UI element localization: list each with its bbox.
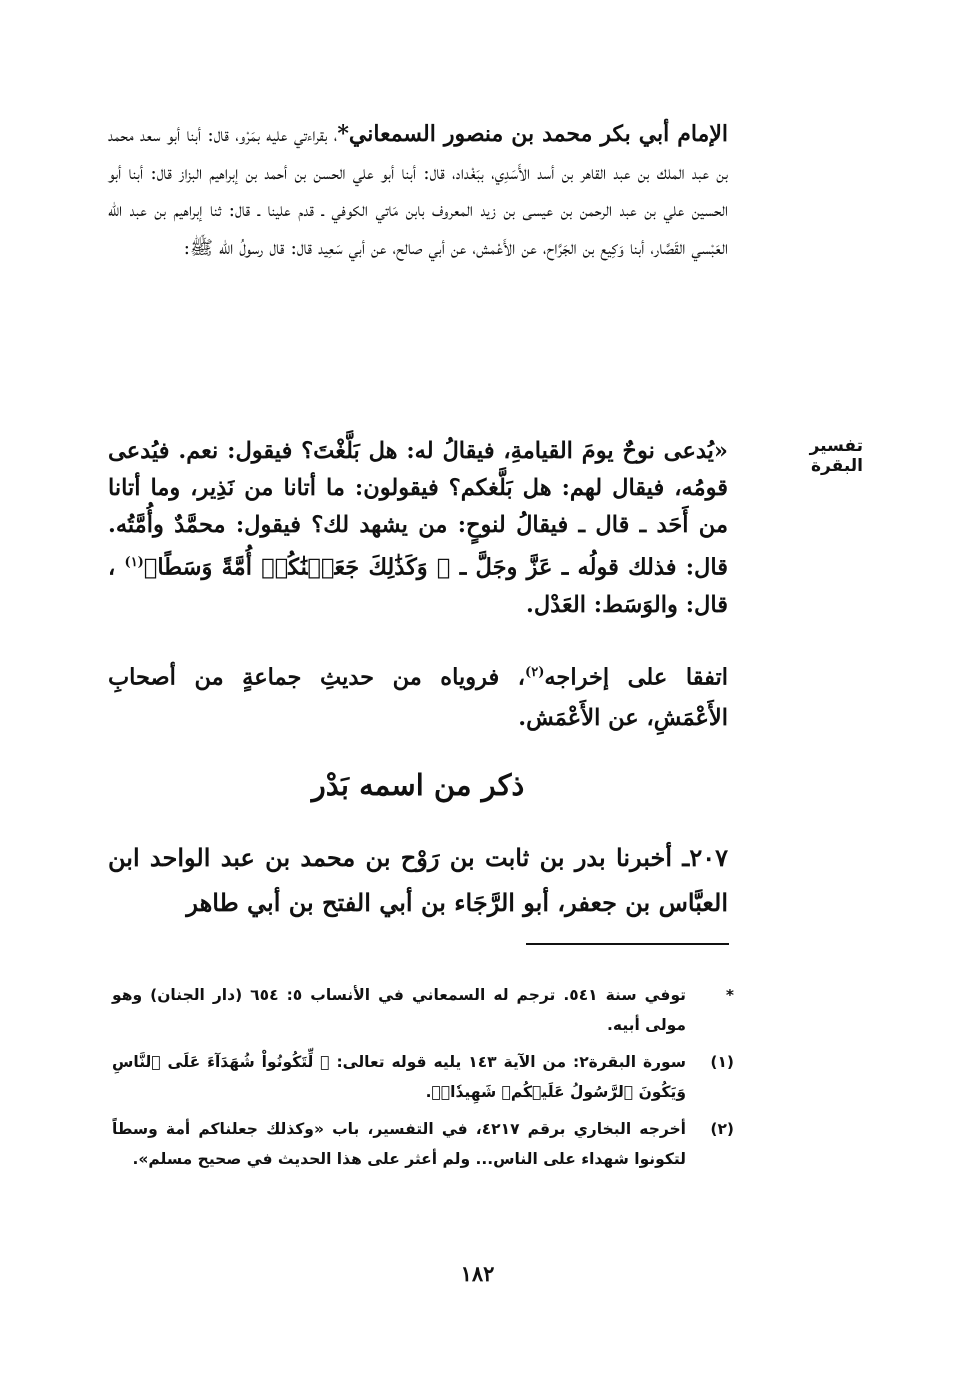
section-heading: ذكر من اسمه بَدْر: [311, 768, 525, 802]
quran-verse: ﴿ وَكَذَٰلِكَ جَعَلۡنَٰكُمۡ أُمَّةً وَسَطًا﴾: [143, 554, 451, 581]
isnad-text: ، بقراءتي عليه بمَرْو، قال: أبنا أبو سعد محمد بن عبد الملك بن عبد القاهر بن أسد الأَسَدِي، ببَغْداد، قال: أبنا أبو علي الحسن بن أحمد بن إبراهيم البزاز قال: أبنا أبو الحسين علي بن عبد الرحمن بن عيسى بن زيد المعروف بابن مَاتي الكوفي ـ قدم علينا ـ قال: ثنا إبراهيم بن عبد الله العَبْسي القَصَّار، أبنا وَكِيع بن الجَرَّاح، عن الأَعْمش، عن أبي صالح، عن أبي سَعِيد قال: قال رسولُ الله ﷺ:: [108, 124, 728, 259]
takhrij-paragraph: [108, 653, 728, 738]
footnote-item: [112, 1114, 734, 1174]
takhrij-after: ، فروياه من حديثِ جماعةٍ من أصحابِ الأَعْمَشِ، عن الأَعْمَش.: [108, 664, 728, 731]
margin-note: تفسير البقرة: [809, 436, 863, 476]
footnote-marker: (١): [710, 1053, 734, 1071]
entry-paragraph: [108, 835, 728, 925]
footnote-text: سورة البقرة٢: من الآية ١٤٣ يليه قوله تعالى: ﴿ لِّتَكُونُواْ شُهَدَآءَ عَلَى ٱلنَّاسِ وَيَكُونَ ٱلرَّسُولُ عَلَيۡكُمۡ شَهِيدٗاۗ﴾.: [112, 1053, 687, 1101]
footnote-ref-1: (١): [124, 555, 144, 570]
footnote-divider: [526, 943, 729, 945]
footnote-item: [112, 1047, 734, 1107]
entry-text: ٢٠٧ـ أخبرنا بدر بن ثابت بن رَوْح بن محمد بن عبد الواحد ابن العبَّاس بن جعفر، أبو الرَّجَاء بن أبي الفتح بن أبي طاهر: [108, 843, 728, 917]
takhrij-before: اتفقا على إخراجه: [544, 664, 728, 691]
footnote-marker: *: [725, 986, 734, 1004]
footnote-item: [112, 980, 734, 1040]
footnote-ref-2: (٢): [525, 665, 545, 680]
footnote-text: أخرجه البخاري برقم ٤٢١٧، في التفسير، باب «وكذلك جعلناكم أمة وسطاً لتكونوا شهداء على الناس... ولم أعثر على هذا الحديث في صحيح مسلم».: [112, 1120, 686, 1168]
footnote-marker: (٢): [710, 1120, 734, 1138]
hadith-after: ، قال: والوَسَط: العَدْل.: [108, 554, 728, 618]
footnotes: [112, 980, 734, 1181]
footnote-text: توفي سنة ٥٤١. ترجم له السمعاني في الأنساب ٥: ٦٥٤ (دار الجنان) وهو مولى أبيه.: [112, 986, 686, 1034]
page-number: ١٨٢: [460, 1261, 495, 1286]
hadith-text: «يُدعى نوحٌ يومَ القيامةِ، فيقالُ له: هل بَلَّغْتَ؟ فيقول: نعم. فيُدعى قومُه، فيقال لهم: هل بَلَّغكم؟ فيقولون: ما أتانا من نَذِير، وما أتانا من أَحَد ـ قال ـ فيقالُ لنوحٍ: من يشهد لك؟ فيقول: محمَّدٌ وأُمَّتُه. قال: فذلك قولُه ـ عَزَّ وجَلَّ ـ: [108, 438, 728, 581]
isnad-paragraph: [108, 116, 728, 267]
hadith-paragraph: [108, 433, 728, 624]
narrator-name: الإمام أبي بكر محمد بن منصور السمعاني*: [337, 121, 729, 147]
